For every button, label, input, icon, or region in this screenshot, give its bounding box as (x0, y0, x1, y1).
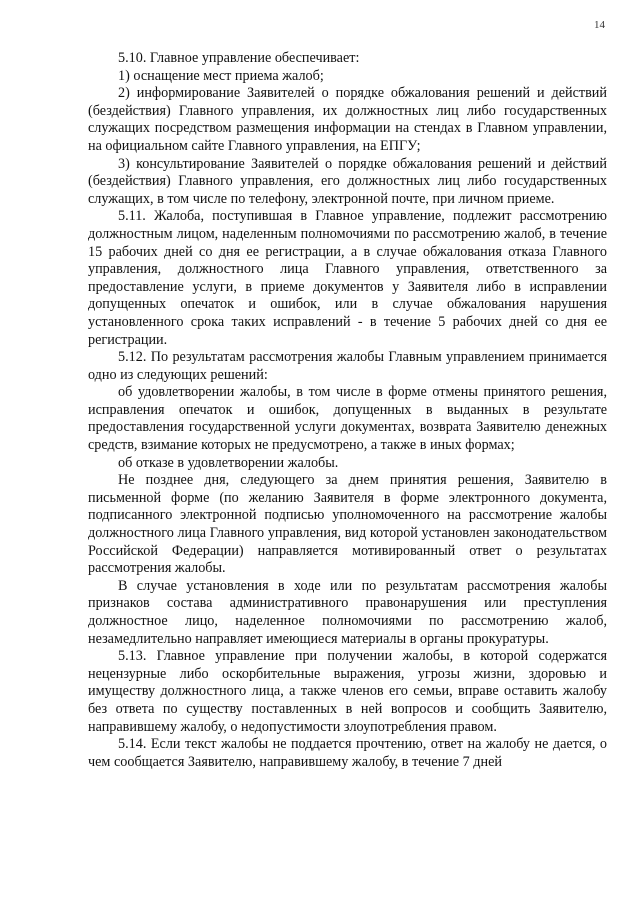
paragraph-5-11: 5.11. Жалоба, поступившая в Главное управление, подлежит рассмотрению должностным лицом, наделенным полномочиями по рассмотрению жалоб, в течение 15 рабочих дней со дня ее регистрации, а в случае обжалования отказа Главного управления, должностного лица Главного управления, ответственного за предоставление услуги, в приеме документов у Заявителя либо в исправлении допущенных опечаток и ошибок, или в случае обжалования нарушения установленного срока таких исправлений - в течение 5 рабочих дней со дня ее регистрации. (88, 208, 607, 348)
page-number: 14 (594, 19, 605, 31)
document-body (88, 50, 607, 771)
paragraph-5-12-option-refuse: об отказе в удовлетворении жалобы. (118, 454, 339, 471)
paragraph-response-deadline: Не позднее дня, следующего за днем принятия решения, Заявителю в письменной форме (по желанию Заявителя в форме электронного документа, подписанного электронной подписью уполномоченного на рассмотрение жалобы должностного лица Главного управления, вид которой установлен законодательством Российской Федерации) направляется мотивированный ответ о результатах рассмотрения жалобы. (88, 472, 607, 577)
paragraph-5-10-item-1: 1) оснащение мест приема жалоб; (118, 67, 324, 84)
paragraph-5-10-heading: 5.10. Главное управление обеспечивает: (118, 50, 360, 66)
paragraph-5-14: 5.14. Если текст жалобы не поддается прочтению, ответ на жалобу не дается, о чем сообщается Заявителю, направившему жалобу, в течение 7 дней (88, 736, 607, 770)
paragraph-5-10-item-3: 3) консультирование Заявителей о порядке обжалования решений и действий (бездействия) Главного управления, его должностных лиц либо государственных служащих, в том числе по телефону, электронной почте, при личном приеме. (88, 155, 607, 207)
paragraph-prosecutor-referral: В случае установления в ходе или по результатам рассмотрения жалобы признаков состава административного правонарушения или преступления должностное лицо, наделенное полномочиями по рассмотрению жалоб, незамедлительно направляет имеющиеся материалы в органы прокуратуры. (88, 577, 607, 647)
paragraph-5-12-option-satisfy: об удовлетворении жалобы, в том числе в форме отмены принятого решения, исправления опечаток и ошибок, допущенных в выданных в результате предоставления государственной услуги документах, возврата Заявителю денежных средств, взимание которых не предусмотрено, а также в иных формах; (88, 384, 607, 454)
paragraph-5-12: 5.12. По результатам рассмотрения жалобы Главным управлением принимается одно из следующих решений: (88, 349, 607, 383)
paragraph-5-10-item-2: 2) информирование Заявителей о порядке обжалования решений и действий (бездействия) Главного управления, их должностных лиц либо государственных служащих посредством размещения информации на стендах в Главном управлении, на официальном сайте Главного управления, на ЕПГУ; (88, 85, 607, 154)
paragraph-5-13: 5.13. Главное управление при получении жалобы, в которой содержатся нецензурные либо оскорбительные выражения, угрозы жизни, здоровью и имуществу должностного лица, а также членов его семьи, вправе оставить жалобу без ответа по существу поставленных в ней вопросов и сообщить Заявителю, направившему жалобу, о недопустимости злоупотребления правом. (88, 648, 607, 735)
